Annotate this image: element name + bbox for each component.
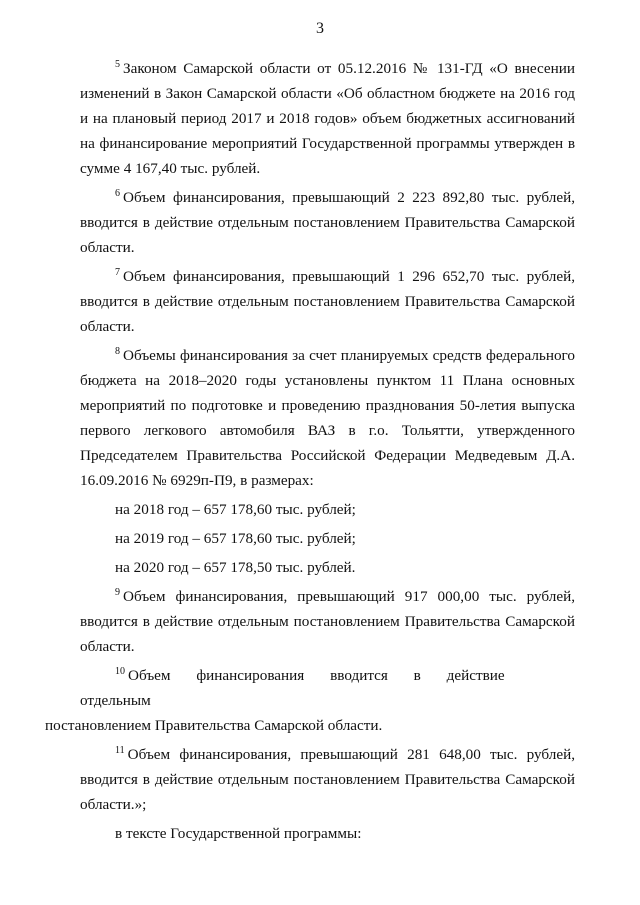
footnote-marker: 6 (115, 188, 120, 199)
footnote-9 (80, 584, 575, 659)
footnote-text: Объем финансирования, превышающий 281 648,00 тыс. рублей, вводится в действие отдельным постановлением Правительства Самарской области.»; (80, 746, 575, 813)
footnote-marker: 9 (115, 587, 120, 598)
funding-2019-line: на 2019 год – 657 178,60 тыс. рублей; (115, 530, 356, 547)
footnote-marker: 5 (115, 59, 120, 70)
footnote-11 (80, 742, 575, 817)
footnote-text: Законом Самарской области от 05.12.2016 № 131-ГД «О внесении изменений в Закон Самарской области «Об областном бюджете на 2016 год и на плановый период 2017 и 2018 годов» объем бюджетных ассигнований на финансирование мероприятий Государственной программы утвержден в сумме 4 167,40 тыс. рублей. (80, 60, 575, 177)
footnote-8 (80, 343, 575, 493)
footnote-text-line1: Объем финансирования вводится в действие отдельным (80, 667, 505, 709)
footnote-text: Объем финансирования, превышающий 1 296 652,70 тыс. рублей, вводится в действие отдельным постановлением Правительства Самарской области. (80, 268, 575, 335)
footnote-marker: 11 (115, 745, 125, 756)
footnote-6 (80, 185, 575, 260)
page-number: 3 (316, 20, 324, 37)
funding-2018-line: на 2018 год – 657 178,60 тыс. рублей; (115, 501, 356, 518)
footnote-marker: 7 (115, 267, 120, 278)
footnote-marker: 10 (115, 666, 125, 677)
footnote-10 (45, 663, 575, 738)
footnote-text: Объем финансирования, превышающий 2 223 892,80 тыс. рублей, вводится в действие отдельным постановлением Правительства Самарской области. (80, 189, 575, 256)
document-body (45, 56, 575, 850)
footnote-text-line2: постановлением Правительства Самарской области. (45, 717, 383, 734)
footnote-5 (80, 56, 575, 181)
funding-2020-line: на 2020 год – 657 178,50 тыс. рублей. (115, 559, 356, 576)
footnote-marker: 8 (115, 346, 120, 357)
footnote-text: Объем финансирования, превышающий 917 000,00 тыс. рублей, вводится в действие отдельным постановлением Правительства Самарской области. (80, 588, 575, 655)
footnote-text: Объемы финансирования за счет планируемых средств федерального бюджета на 2018–2020 годы установлены пунктом 11 Плана основных мероприятий по подготовке и проведению празднования 50-летия выпуска первого легкового автомобиля ВАЗ в г.о. Тольятти, утвержденного Председателем Правительства Российской Федерации Медведевым Д.А. 16.09.2016 № 6929п-П9, в размерах: (80, 347, 575, 489)
closing-line: в тексте Государственной программы: (115, 825, 362, 842)
footnote-7 (80, 264, 575, 339)
